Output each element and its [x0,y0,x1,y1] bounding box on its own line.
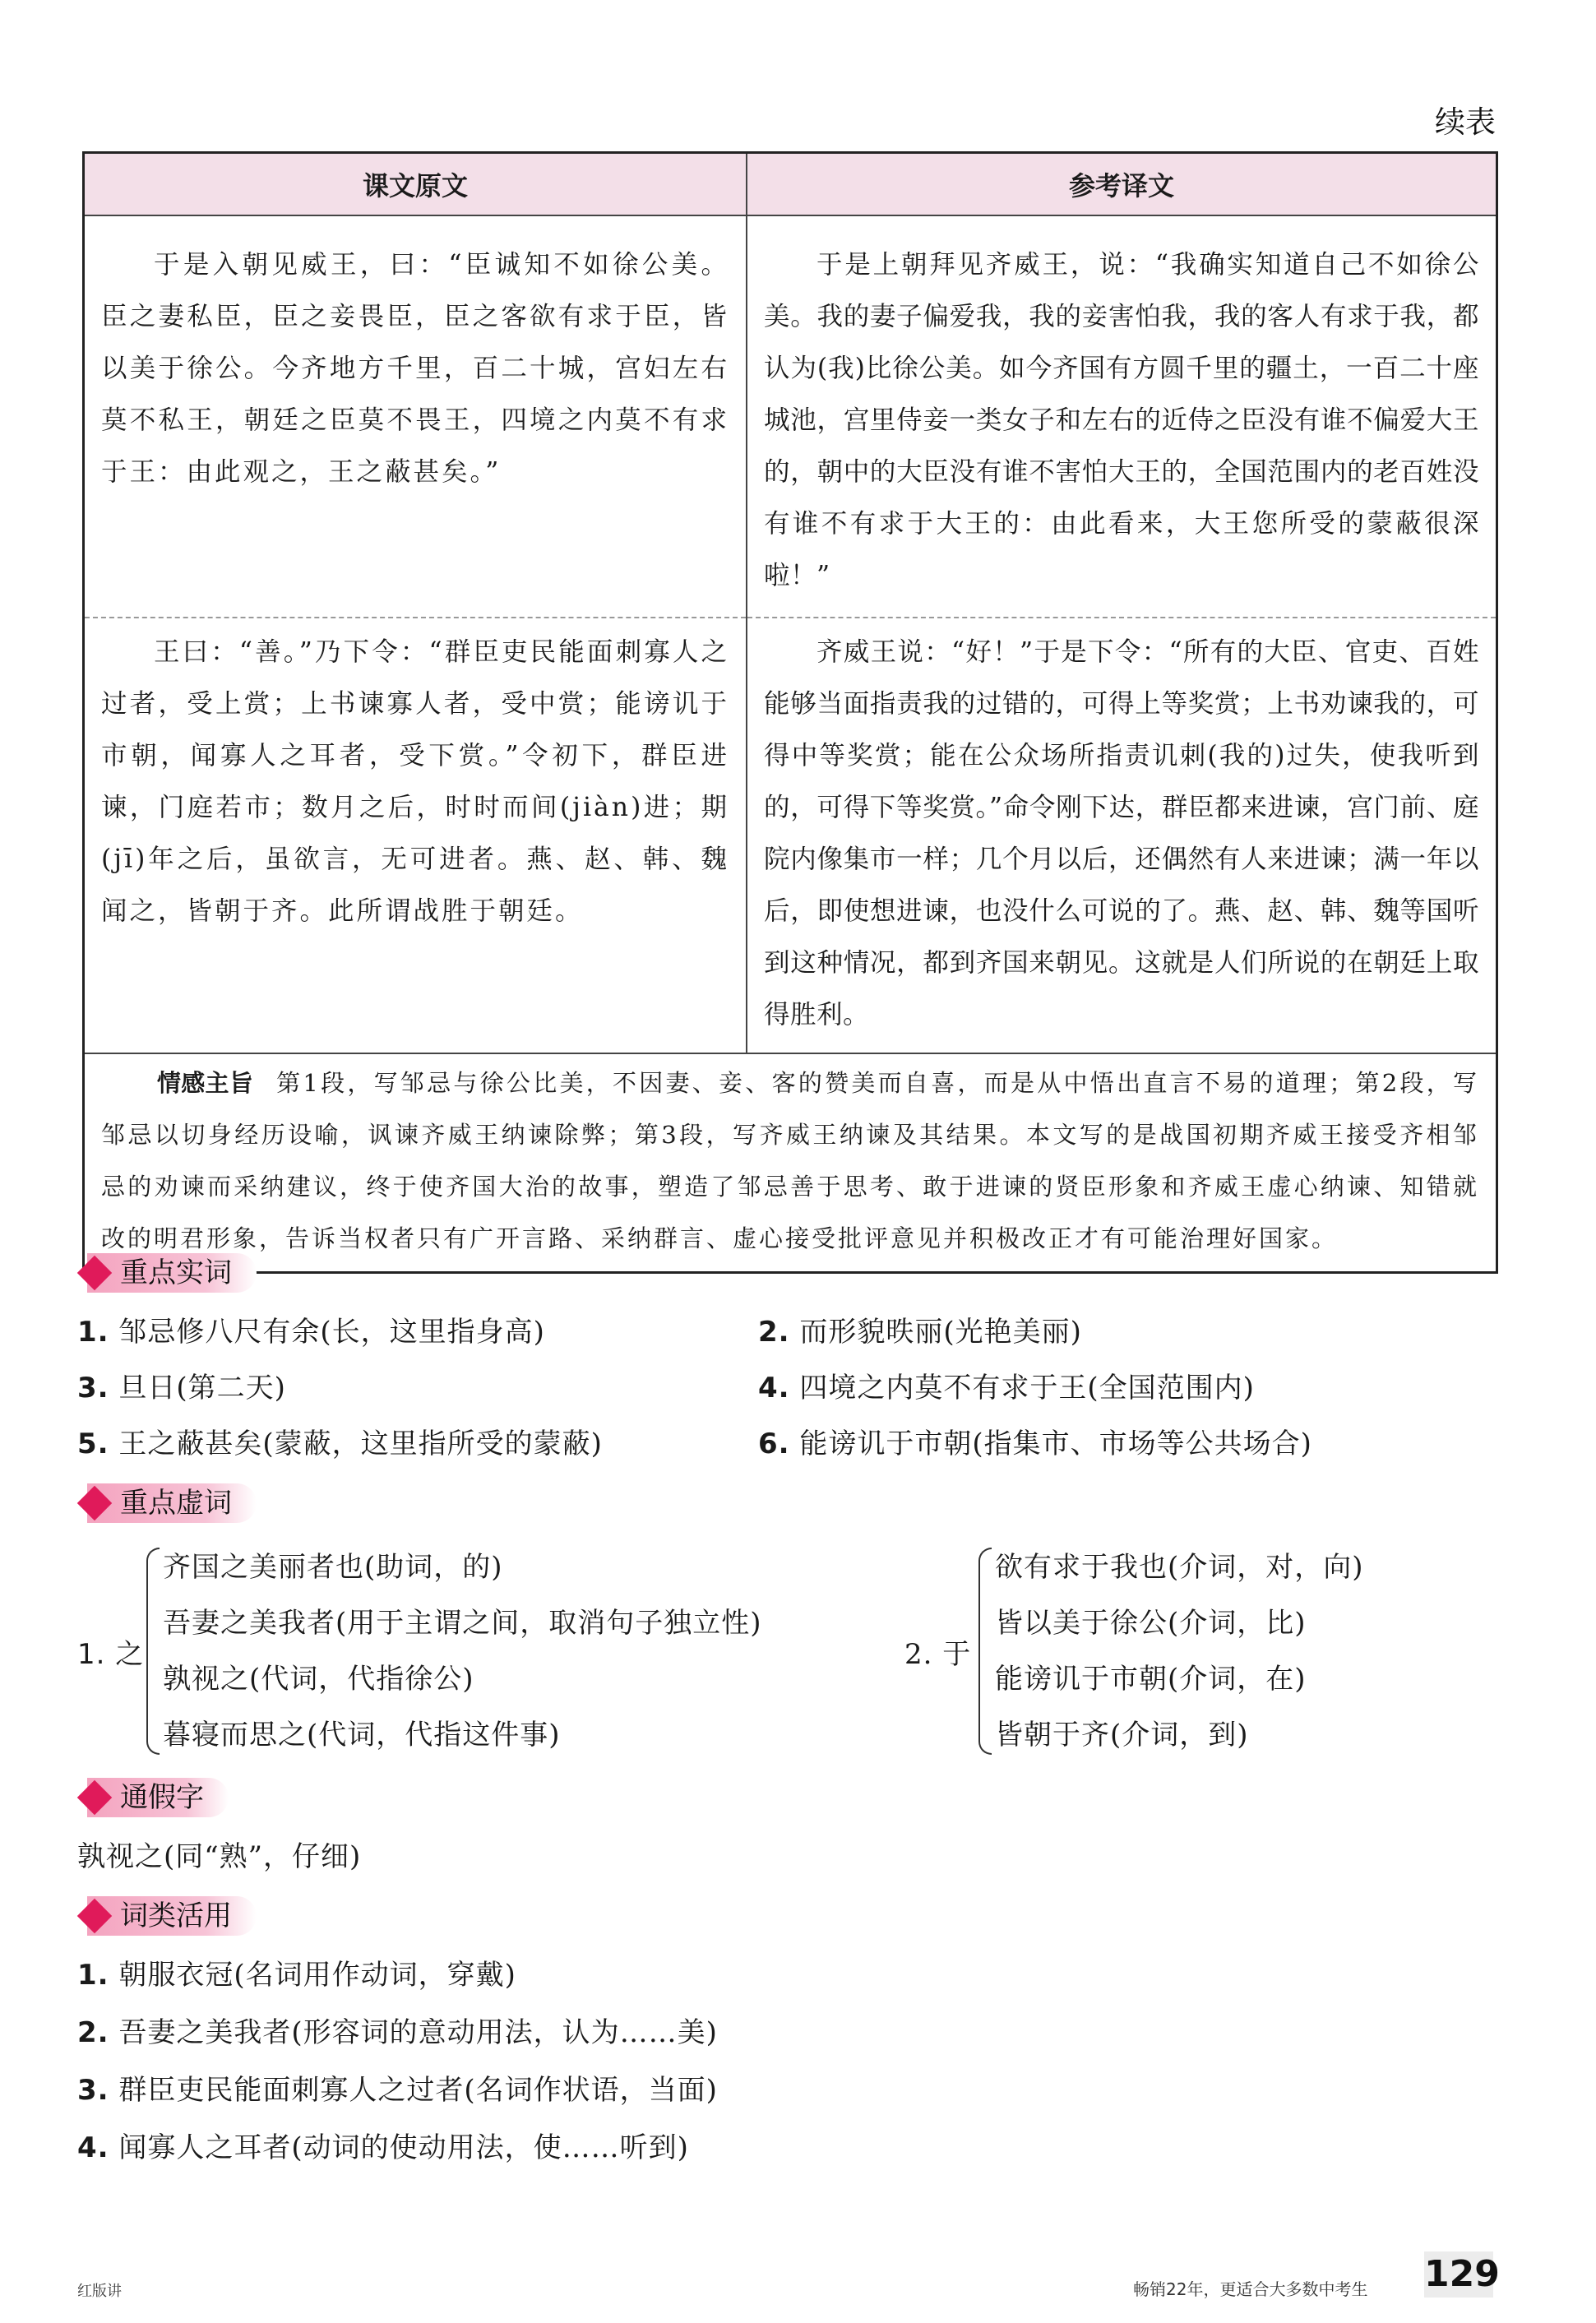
section-title: 重点虚词 [87,1483,257,1523]
section-title: 重点实词 [87,1253,257,1293]
section-header-shici [76,1252,257,1294]
page-number: 129 [1424,2251,1493,2298]
original-text-1: 于是入朝见威王，曰：“臣诚知不如徐公美。臣之妻私臣，臣之妾畏臣，臣之客欲有求于臣，皆以美于徐公。今齐地方千里，百二十城，宫妇左右莫不私王，朝廷之臣莫不畏王，四境之内莫不有求于王：由此观之，王之蔽甚矣。” [84,215,747,618]
list-item: 2. 而形貌昳丽(光艳美丽) [758,1316,1082,1349]
xuci-label-zhi: 1. 之 [77,1638,145,1671]
list-item: 孰视之(代词，代指徐公) [163,1663,474,1696]
table-row [84,215,1497,618]
list-item: 欲有求于我也(介词，对，向) [995,1551,1364,1584]
translation-text-2: 齐威王说：“好！”于是下令：“所有的大臣、官吏、百姓能够当面指责我的过错的，可得上等奖赏；上书劝谏我的，可得中等奖赏；能在公众场所指责讥刺(我的)过失，使我听到的，可得下等奖赏。”命令刚下达，群臣都来进谏，宫门前、庭院内像集市一样；几个月以后，还偶然有人来进谏；满一年以后，即使想进谏，也没什么可说的了。燕、赵、韩、魏等国听到这种情况，都到齐国来朝见。这就是人们所说的在朝廷上取得胜利。 [747,618,1497,1053]
xuci-label-yu: 2. 于 [904,1638,972,1671]
theme-cell [84,1053,1497,1273]
text-translation-table [82,151,1498,1274]
continued-label: 续表 [1435,104,1496,140]
list-item: 4. 四境之内莫不有求于王(全国范围内) [758,1372,1255,1404]
list-item: 吾妻之美我者(用于主谓之间，取消句子独立性) [163,1607,762,1640]
list-item: 2. 吾妻之美我者(形容词的意动用法，认为……美) [77,2016,718,2049]
brace [146,1548,160,1755]
table-row [84,618,1497,1053]
section-title: 词类活用 [87,1896,257,1936]
section-header-tongjia [76,1776,229,1819]
table-header-row [84,153,1497,216]
list-item: 5. 王之蔽甚矣(蒙蔽，这里指所受的蒙蔽) [77,1428,603,1460]
footer-slogan: 畅销22年，更适合大多数中考生 [1133,2279,1368,2299]
list-item: 齐国之美丽者也(助词，的) [163,1551,503,1584]
list-item: 6. 能谤讥于市朝(指集市、市场等公共场合) [758,1428,1312,1460]
section-title: 通假字 [87,1778,229,1817]
col-original-header: 课文原文 [84,153,747,216]
translation-text-1: 于是上朝拜见齐威王，说：“我确实知道自己不如徐公美。我的妻子偏爱我，我的妾害怕我，我的客人有求于我，都认为(我)比徐公美。如今齐国有方圆千里的疆土，一百二十座城池，宫里侍妾一类女子和左右的近侍之臣没有谁不偏爱大王的，朝中的大臣没有谁不害怕大王的，全国范围内的老百姓没有谁不有求于大王的：由此看来，大王您所受的蒙蔽很深啦！” [747,215,1497,618]
list-item: 3. 群臣吏民能面刺寡人之过者(名词作状语，当面) [77,2074,718,2107]
list-item: 3. 旦日(第二天) [77,1372,286,1404]
theme-row [84,1053,1497,1273]
theme-text: 第1段，写邹忌与徐公比美，不因妻、妾、客的赞美而自喜，而是从中悟出直言不易的道理；第2段，写邹忌以切身经历设喻，讽谏齐威王纳谏除弊；第3段，写齐威王纳谏及其结果。本文写的是战国初期齐威王接受齐相邹忌的劝谏而采纳建议，终于使齐国大治的故事，塑造了邹忌善于思考、敢于进谏的贤臣形象和齐威王虚心纳谏、知错就改的明君形象，告诉当权者只有广开言路、采纳群言、虚心接受批评意见并积极改正才有可能治理好国家。 [101,1069,1479,1252]
footer-brand: 红版讲 [77,2283,122,2300]
list-item: 孰视之(同“熟”，仔细) [77,1840,362,1873]
list-item: 皆以美于徐公(介词，比) [995,1607,1307,1640]
list-item: 1. 朝服衣冠(名词用作动词，穿戴) [77,1959,516,1992]
col-translation-header: 参考译文 [747,153,1497,216]
original-text-2: 王曰：“善。”乃下令：“群臣吏民能面刺寡人之过者，受上赏；上书谏寡人者，受中赏；能谤讥于市朝，闻寡人之耳者，受下赏。”令初下，群臣进谏，门庭若市；数月之后，时时而间(jiàn)进；期(jī)年之后，虽欲言，无可进者。燕、赵、韩、魏闻之，皆朝于齐。此所谓战胜于朝廷。 [84,618,747,1053]
theme-label: 情感主旨 [157,1069,254,1097]
list-item: 能谤讥于市朝(介词，在) [995,1663,1307,1696]
section-header-xuci [76,1482,257,1525]
section-header-huoyong [76,1895,257,1937]
list-item: 4. 闻寡人之耳者(动词的使动用法，使……听到) [77,2131,689,2164]
list-item: 皆朝于齐(介词，到) [995,1719,1249,1752]
brace [978,1548,992,1755]
list-item: 1. 邹忌修八尺有余(长，这里指身高) [77,1316,545,1349]
list-item: 暮寝而思之(代词，代指这件事) [163,1719,561,1752]
